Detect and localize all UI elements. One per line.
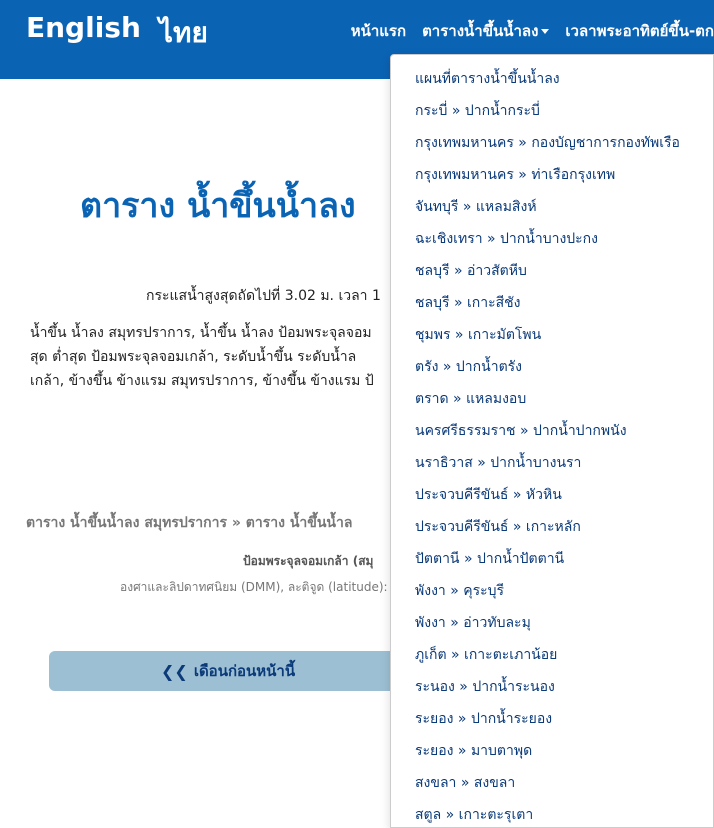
station-name: ป้อมพระจุลจอมเกล้า (สมุ <box>243 554 374 568</box>
dropdown-item[interactable]: จันทบุรี » แหลมสิงห์ <box>415 199 537 215</box>
dropdown-item[interactable]: ฉะเชิงเทรา » ปากน้ำบางปะกง <box>415 231 598 247</box>
dropdown-item[interactable]: ชุมพร » เกาะมัตโพน <box>415 327 542 343</box>
dropdown-item[interactable]: ประจวบคีรีขันธ์ » หัวหิน <box>415 487 562 503</box>
nav-tide-table-dropdown[interactable] <box>422 19 549 43</box>
dropdown-item[interactable]: ภูเก็ต » เกาะตะเภาน้อย <box>415 647 558 663</box>
keywords-line: น้ำขึ้น น้ำลง สมุทรปราการ, น้ำขึ้น น้ำลง ป้อมพระจุลจอม <box>30 325 372 341</box>
language-thai-link[interactable]: ไทย <box>158 16 208 49</box>
next-high-tide-text: กระแสน้ำสูงสุดถัดไปที่ 3.02 ม. เวลา 1 <box>146 288 381 304</box>
dropdown-item-tide-map[interactable]: แผนที่ตารางน้ำขึ้นน้ำลง <box>415 71 560 87</box>
keywords-line: เกล้า, ข้างขึ้น ข้างแรม สมุทรปราการ, ข้างขึ้น ข้างแรม ป้ <box>30 373 374 389</box>
dropdown-item[interactable]: ระนอง » ปากน้ำระนอง <box>415 679 555 695</box>
dropdown-item[interactable]: สตูล » เกาะตะรุเตา <box>415 807 534 823</box>
dropdown-item[interactable]: นราธิวาส » ปากน้ำบางนรา <box>415 455 582 471</box>
language-switcher <box>26 11 208 55</box>
dropdown-item[interactable]: ระยอง » มาบตาพุด <box>415 743 533 759</box>
dropdown-item[interactable]: พังงา » อ่าวทับละมุ <box>415 615 531 631</box>
nav-home-link[interactable]: หน้าแรก <box>350 22 407 40</box>
double-chevron-left-icon: ❮❮ <box>161 661 188 681</box>
tide-table-dropdown-menu <box>390 54 714 828</box>
keywords-line: สุด ต่ำสุด ป้อมพระจุลจอมเกล้า, ระดับน้ำขึ้น ระดับน้ำล <box>30 349 357 365</box>
dropdown-item[interactable]: ชลบุรี » เกาะสีชัง <box>415 295 521 311</box>
previous-month-label: เดือนก่อนหน้านี้ <box>193 662 296 680</box>
dropdown-item[interactable]: ปัตตานี » ปากน้ำปัตตานี <box>415 551 565 567</box>
caret-down-icon <box>541 29 549 34</box>
nav-sun-times-link[interactable]: เวลาพระอาทิตย์ขึ้น-ตก <box>565 22 714 40</box>
dropdown-item[interactable]: ตราด » แหลมงอบ <box>415 391 527 407</box>
previous-month-button[interactable] <box>49 651 449 691</box>
dropdown-item[interactable]: กรุงเทพมหานคร » ท่าเรือกรุงเทพ <box>415 167 616 183</box>
language-english-link[interactable]: English <box>26 11 141 44</box>
breadcrumb: ตาราง น้ำขึ้นน้ำลง สมุทรปราการ » ตาราง น้ำขึ้นน้ำล <box>26 515 353 531</box>
nav-links <box>351 19 714 43</box>
dropdown-item[interactable]: นครศรีธรรมราช » ปากน้ำปากพนัง <box>415 423 627 439</box>
dropdown-item[interactable]: พังงา » คุระบุรี <box>415 583 505 599</box>
dropdown-item[interactable]: ชลบุรี » อ่าวสัตหีบ <box>415 263 527 279</box>
dropdown-item[interactable]: กรุงเทพมหานคร » กองบัญชาการกองทัพเรือ <box>415 135 680 151</box>
dropdown-item[interactable]: ประจวบคีรีขันธ์ » เกาะหลัก <box>415 519 581 535</box>
dropdown-item[interactable]: ตรัง » ปากน้ำตรัง <box>415 359 523 375</box>
page-title: ตาราง น้ำขึ้นน้ำลง <box>80 186 356 226</box>
dropdown-item[interactable]: สงขลา » สงขลา <box>415 775 516 791</box>
dropdown-item[interactable]: ระยอง » ปากน้ำระยอง <box>415 711 553 727</box>
nav-tide-table-label: ตารางน้ำขึ้นน้ำลง <box>422 22 539 40</box>
dropdown-item[interactable]: กระบี่ » ปากน้ำกระบี่ <box>415 103 540 119</box>
coordinates-text: องศาและลิปดาทศนิยม (DMM), ละติจูด (latitude): <box>120 580 388 594</box>
